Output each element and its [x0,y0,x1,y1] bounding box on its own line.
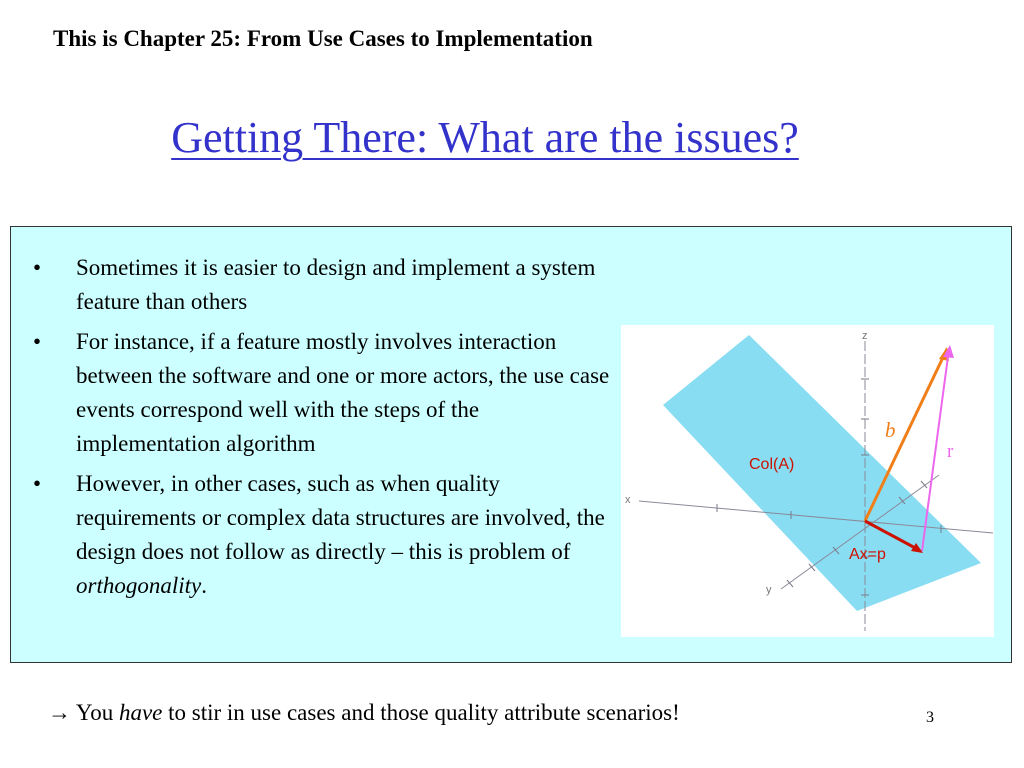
bullet-dot: • [33,329,42,354]
projection-figure [621,325,994,637]
z-axis-label: z [862,330,868,342]
page-number: 3 [926,709,934,726]
bullet-text-after: . [201,573,207,598]
bullet-dot: • [33,255,42,280]
y-axis-label: y [766,584,772,596]
bullet-text-emphasis: orthogonality [76,573,202,598]
content-box [10,226,1012,663]
slide-title: Getting There: What are the issues? [171,113,799,162]
bullet-text-before: However, in other cases, such as when quality requirements or complex data structures are involved, the design does not follow as directly – this is problem of [76,471,605,564]
footer-note [48,700,680,726]
bullet-dot: • [33,471,42,496]
bullet-item [31,325,611,461]
footer-text-before: You [71,700,119,725]
bullet-text [76,471,605,598]
bullet-text: For instance, if a feature mostly involves interaction between the software and one or more actors, the use case events correspond well with the steps of the implementation algorithm [76,329,610,456]
bullet-item [31,251,611,319]
x-axis-label: x [625,494,631,506]
bullet-text: Sometimes it is easier to design and implement a system feature than others [76,255,596,314]
vector-b-label: b [885,418,896,442]
right-arrow-icon: → [48,700,71,725]
vector-r-label: r [947,441,954,462]
vector-p-label: Ax=p [849,546,886,563]
footer-text-emphasis: have [118,700,163,725]
projection-diagram [621,325,994,637]
bullet-list [31,251,611,609]
bullet-item [31,467,611,603]
footer-text-after: to stir in use cases and those quality attribute scenarios! [162,700,680,725]
chapter-header: This is Chapter 25: From Use Cases to Implementation [53,26,593,51]
plane-label: Col(A) [749,456,795,473]
